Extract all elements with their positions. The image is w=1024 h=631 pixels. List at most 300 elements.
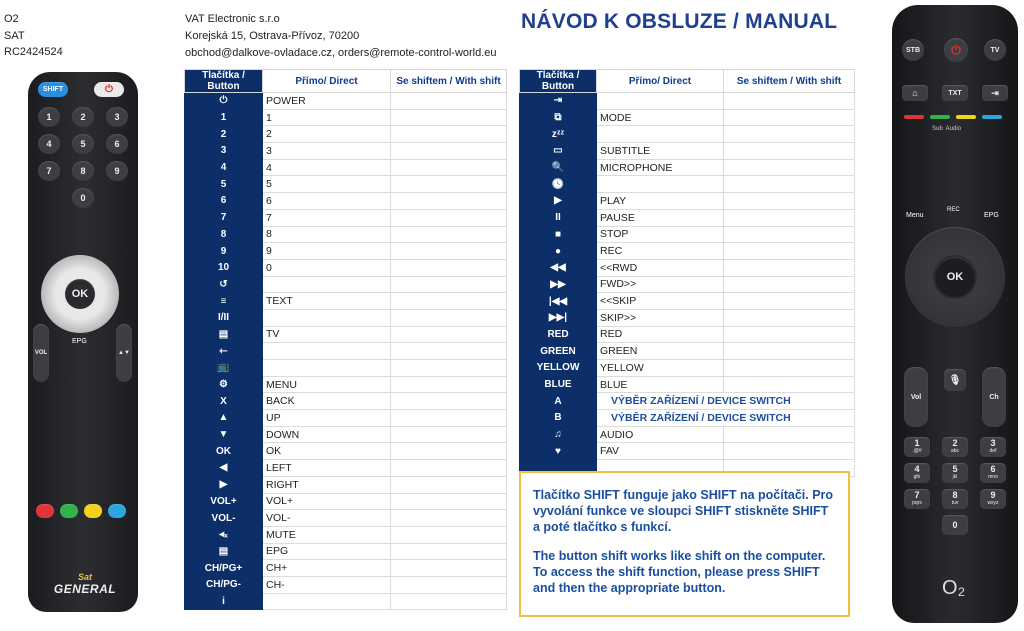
direct-function-cell: <<SKIP	[597, 293, 724, 310]
vol-rocker: Vol	[904, 367, 928, 427]
direct-function-cell: 1	[263, 109, 391, 126]
device-info	[4, 11, 63, 61]
shift-function-cell	[724, 360, 855, 377]
shift-function-cell	[724, 376, 855, 393]
direct-function-cell: VOL-	[263, 510, 391, 527]
button-key-cell: GREEN	[520, 343, 597, 360]
digit-key: 6	[106, 134, 128, 154]
color-key	[60, 504, 78, 518]
shift-function-cell	[724, 209, 855, 226]
button-key-cell: VOL+	[185, 493, 263, 510]
shift-function-cell	[391, 193, 507, 210]
direct-function-cell: CH+	[263, 560, 391, 577]
table-row	[185, 576, 507, 593]
table-row	[520, 176, 855, 193]
button-key-cell: A	[520, 393, 597, 410]
button-key-cell: 9	[185, 243, 263, 260]
shift-button: SHIFT	[38, 82, 68, 97]
epg-label: EPG	[984, 212, 999, 219]
button-key-cell: 6	[185, 193, 263, 210]
button-key-cell: YELLOW	[520, 360, 597, 377]
digit-key	[904, 489, 930, 509]
table-row	[185, 293, 507, 310]
direct-function-cell	[263, 276, 391, 293]
direct-function-cell	[263, 593, 391, 610]
input-button: ⇥	[982, 85, 1008, 101]
digit-key: 3	[106, 107, 128, 127]
button-key-cell: ▶▶	[520, 276, 597, 293]
brand-name: GENERAL	[53, 582, 117, 596]
table-row	[185, 443, 507, 460]
txt-button: TXT	[942, 85, 968, 101]
table-row	[185, 209, 507, 226]
digit-key: 4	[38, 134, 60, 154]
table-row	[520, 343, 855, 360]
shift-function-cell	[391, 410, 507, 427]
home-button: ⌂	[902, 85, 928, 101]
direct-function-cell: 3	[263, 143, 391, 160]
direct-function-cell: AUDIO	[597, 426, 724, 443]
remote-right-image	[892, 5, 1018, 623]
table-row	[520, 243, 855, 260]
direct-function-cell: 6	[263, 193, 391, 210]
digit-letters: pqrs	[912, 500, 922, 506]
button-key-cell: ▤	[185, 326, 263, 343]
direct-function-cell: FWD>>	[597, 276, 724, 293]
shift-function-cell	[724, 309, 855, 326]
table-row	[185, 309, 507, 326]
shift-function-cell	[391, 460, 507, 477]
direct-function-cell: VOL+	[263, 493, 391, 510]
button-key-cell: ↺	[185, 276, 263, 293]
menu-label: Menu	[906, 212, 924, 219]
table-row	[185, 476, 507, 493]
direct-function-cell: MUTE	[263, 526, 391, 543]
direct-function-cell: FAV	[597, 443, 724, 460]
table-row	[185, 376, 507, 393]
direct-function-cell: 2	[263, 126, 391, 143]
button-key-cell: i	[185, 593, 263, 610]
digit-key: 0	[72, 188, 94, 208]
direct-function-cell: OK	[263, 443, 391, 460]
button-map-table-right	[519, 69, 855, 477]
shift-function-cell	[724, 326, 855, 343]
shift-function-cell	[391, 176, 507, 193]
digit-key: 5	[72, 134, 94, 154]
table-row	[185, 226, 507, 243]
brand-logo: O₂	[942, 577, 966, 599]
button-key-cell: ▭	[520, 143, 597, 160]
shift-function-cell	[724, 426, 855, 443]
button-key-cell: X	[185, 393, 263, 410]
table-row	[185, 526, 507, 543]
shift-function-cell	[724, 226, 855, 243]
shift-function-cell	[391, 426, 507, 443]
direct-function-cell: PAUSE	[597, 209, 724, 226]
shift-function-cell	[391, 493, 507, 510]
model-label: RC2424524	[4, 46, 63, 58]
direct-function-cell: MICROPHONE	[597, 159, 724, 176]
shift-function-cell	[391, 476, 507, 493]
ch-rocker: ▲▼	[116, 324, 132, 382]
shift-function-cell	[724, 193, 855, 210]
direct-function-cell: 0	[263, 259, 391, 276]
shift-function-cell	[724, 276, 855, 293]
table-row	[185, 410, 507, 427]
button-key-cell: ▼	[185, 426, 263, 443]
button-map-table-left	[184, 69, 507, 610]
button-key-cell: ●	[520, 243, 597, 260]
button-key-cell: |◀◀	[520, 293, 597, 310]
header-direct: Přímo/ Direct	[263, 70, 391, 93]
table-row	[185, 159, 507, 176]
table-row	[520, 159, 855, 176]
ch-rocker: Ch	[982, 367, 1006, 427]
button-key-cell: ▤	[185, 543, 263, 560]
table-row	[185, 109, 507, 126]
color-key	[36, 504, 54, 518]
stb-button: STB	[902, 39, 924, 61]
button-key-cell: ⧉	[520, 109, 597, 126]
table-row	[185, 510, 507, 527]
button-key-cell: ◀	[185, 460, 263, 477]
rec-label: REC	[947, 207, 960, 213]
table-row	[185, 593, 507, 610]
digit-key	[980, 437, 1006, 457]
digit-key	[942, 463, 968, 483]
digit-key: 8	[72, 161, 94, 181]
button-key-cell: 1	[185, 109, 263, 126]
shift-function-cell	[391, 226, 507, 243]
direct-function-cell	[263, 360, 391, 377]
button-key-cell: ≡	[185, 293, 263, 310]
direct-function-cell: 9	[263, 243, 391, 260]
direct-function-cell: SUBTITLE	[597, 143, 724, 160]
direct-function-cell	[597, 93, 724, 110]
direct-function-cell: 7	[263, 209, 391, 226]
direct-function-cell: PLAY	[597, 193, 724, 210]
table-row	[185, 176, 507, 193]
shift-function-cell	[391, 159, 507, 176]
digit-letters: wxyz	[987, 500, 999, 506]
shift-function-cell	[724, 259, 855, 276]
table-row	[520, 109, 855, 126]
digit-key: 7	[38, 161, 60, 181]
table-row	[520, 309, 855, 326]
vol-rocker: VOL	[33, 324, 49, 382]
color-key	[956, 115, 976, 119]
digit-letters: ghi	[913, 474, 921, 480]
table-row	[185, 276, 507, 293]
table-row	[520, 226, 855, 243]
shift-function-cell	[391, 209, 507, 226]
direct-function-cell: DOWN	[263, 426, 391, 443]
header-button: Tlačítka / Button	[520, 70, 597, 93]
direct-function-cell: LEFT	[263, 460, 391, 477]
digit-number: 6	[990, 464, 996, 474]
digit-number: 1	[914, 438, 920, 448]
direct-function-cell: BLUE	[597, 376, 724, 393]
digit-key: 2	[72, 107, 94, 127]
button-key-cell: CH/PG-	[185, 576, 263, 593]
digit-number: 4	[914, 464, 920, 474]
shift-function-cell	[391, 443, 507, 460]
button-key-cell: 10	[185, 259, 263, 276]
table-row	[520, 426, 855, 443]
button-key-cell: 7	[185, 209, 263, 226]
digit-number: 7	[914, 490, 920, 500]
button-key-cell: ◂ₓ	[185, 526, 263, 543]
power-button: ⏻	[944, 38, 968, 62]
table-row	[520, 393, 855, 410]
digit-letters: tuv	[951, 500, 959, 506]
table-row	[520, 443, 855, 460]
direct-function-cell	[263, 343, 391, 360]
direct-function-cell: REC	[597, 243, 724, 260]
direct-function-cell: VÝBĚR ZAŘÍZENÍ / DEVICE SWITCH	[597, 410, 855, 427]
shift-function-cell	[391, 526, 507, 543]
direct-function-cell: 8	[263, 226, 391, 243]
power-button: ⏻	[94, 82, 124, 97]
shift-function-cell	[391, 126, 507, 143]
digit-letters: jkl	[952, 474, 958, 480]
page-title: NÁVOD K OBSLUZE / MANUAL	[521, 10, 838, 33]
shift-function-cell	[724, 176, 855, 193]
table-row	[520, 360, 855, 377]
ok-button: OK	[935, 257, 975, 297]
shift-function-cell	[391, 143, 507, 160]
table-row	[185, 193, 507, 210]
button-key-cell: ▲	[185, 410, 263, 427]
digit-letters: def	[989, 448, 997, 454]
button-key-cell: 3	[185, 143, 263, 160]
company-emails: obchod@dalkove-ovladace.cz, orders@remote-control-world.eu	[185, 47, 497, 59]
ok-button: OK	[65, 279, 95, 309]
shift-function-cell	[391, 576, 507, 593]
digit-letters: .@#	[912, 448, 922, 454]
shift-function-cell	[391, 309, 507, 326]
digit-key: 0	[942, 515, 968, 535]
shift-function-cell	[724, 159, 855, 176]
note-czech: Tlačítko SHIFT funguje jako SHIFT na počítači. Pro vyvolání funkce ve sloupci SHIFT stiskněte SHIFT a poté tlačítko s funkcí.	[533, 488, 834, 534]
direct-function-cell	[597, 126, 724, 143]
button-key-cell: CH/PG+	[185, 560, 263, 577]
table-row	[520, 376, 855, 393]
header-shift: Se shiftem / With shift	[391, 70, 507, 93]
button-key-cell: ⚙	[185, 376, 263, 393]
color-key	[84, 504, 102, 518]
color-key	[930, 115, 950, 119]
table-row	[520, 259, 855, 276]
button-key-cell: ◀◀	[520, 259, 597, 276]
digit-number: 5	[952, 464, 958, 474]
digit-number: 9	[990, 490, 996, 500]
direct-function-cell: YELLOW	[597, 360, 724, 377]
shift-function-cell	[391, 93, 507, 110]
digit-key	[980, 463, 1006, 483]
table-row	[185, 126, 507, 143]
header-button: Tlačítka / Button	[185, 70, 263, 93]
shift-function-cell	[391, 326, 507, 343]
table-row	[185, 259, 507, 276]
digit-key	[904, 463, 930, 483]
direct-function-cell: STOP	[597, 226, 724, 243]
shift-function-cell	[391, 376, 507, 393]
direct-function-cell: TV	[263, 326, 391, 343]
brand-script: Sat	[77, 572, 92, 582]
shift-function-cell	[724, 109, 855, 126]
table-row	[185, 243, 507, 260]
table-row	[520, 143, 855, 160]
button-key-cell: RED	[520, 326, 597, 343]
company-address: Korejská 15, Ostrava-Přívoz, 70200	[185, 30, 360, 42]
shift-function-cell	[391, 593, 507, 610]
table-row	[185, 543, 507, 560]
operator-label: O2	[4, 13, 19, 25]
digit-key	[942, 489, 968, 509]
direct-function-cell: <<RWD	[597, 259, 724, 276]
table-row	[185, 360, 507, 377]
direct-function-cell: RIGHT	[263, 476, 391, 493]
digit-key	[980, 489, 1006, 509]
color-key	[108, 504, 126, 518]
shift-function-cell	[391, 343, 507, 360]
shift-function-cell	[391, 510, 507, 527]
direct-function-cell: GREEN	[597, 343, 724, 360]
shift-note	[519, 471, 850, 617]
direct-function-cell	[263, 309, 391, 326]
header-shift: Se shiftem / With shift	[724, 70, 855, 93]
device-type-label: SAT	[4, 29, 25, 42]
table-row	[185, 326, 507, 343]
button-key-cell: 4	[185, 159, 263, 176]
table-row	[185, 426, 507, 443]
shift-function-cell	[391, 259, 507, 276]
company-name: VAT Electronic s.r.o	[185, 13, 280, 25]
button-key-cell: 8	[185, 226, 263, 243]
digit-number: 3	[990, 438, 996, 448]
table-row	[520, 93, 855, 110]
button-key-cell: ■	[520, 226, 597, 243]
shift-function-cell	[724, 443, 855, 460]
shift-function-cell	[724, 243, 855, 260]
shift-function-cell	[391, 360, 507, 377]
table-row	[185, 93, 507, 110]
remote-left-image	[28, 72, 138, 612]
shift-function-cell	[724, 143, 855, 160]
direct-function-cell: CH-	[263, 576, 391, 593]
epg-label: EPG	[72, 338, 87, 345]
table-row	[185, 493, 507, 510]
table-row	[520, 410, 855, 427]
shift-function-cell	[391, 393, 507, 410]
direct-function-cell: TEXT	[263, 293, 391, 310]
shift-function-cell	[391, 293, 507, 310]
button-key-cell: ⇥	[520, 93, 597, 110]
table-row	[520, 326, 855, 343]
table-row	[520, 209, 855, 226]
color-key	[904, 115, 924, 119]
brand-logo	[43, 572, 127, 596]
digit-letters: abc	[950, 448, 960, 454]
table-row	[185, 143, 507, 160]
table-row	[520, 293, 855, 310]
button-key-cell: B	[520, 410, 597, 427]
table-row	[185, 393, 507, 410]
direct-function-cell: VÝBĚR ZAŘÍZENÍ / DEVICE SWITCH	[597, 393, 855, 410]
company-info	[185, 11, 497, 62]
button-key-cell: 5	[185, 176, 263, 193]
button-key-cell: 📺	[185, 360, 263, 377]
button-key-cell: ⏻	[185, 93, 263, 110]
digit-number: 8	[952, 490, 958, 500]
button-key-cell: 2	[185, 126, 263, 143]
direct-function-cell: 5	[263, 176, 391, 193]
button-key-cell: II	[520, 209, 597, 226]
direct-function-cell: SKIP>>	[597, 309, 724, 326]
button-key-cell: zᶻᶻ	[520, 126, 597, 143]
direct-function-cell: RED	[597, 326, 724, 343]
button-key-cell: ▶▶|	[520, 309, 597, 326]
button-key-cell: ♫	[520, 426, 597, 443]
button-key-cell: ⇽	[185, 343, 263, 360]
shift-function-cell	[724, 93, 855, 110]
digit-key	[904, 437, 930, 457]
table-row	[185, 460, 507, 477]
color-key	[982, 115, 1002, 119]
table-row	[520, 276, 855, 293]
direct-function-cell: MODE	[597, 109, 724, 126]
button-key-cell: ♥	[520, 443, 597, 460]
button-key-cell: ▶	[185, 476, 263, 493]
shift-function-cell	[391, 276, 507, 293]
button-key-cell: OK	[185, 443, 263, 460]
sub-audio-label: Sub Audio	[932, 126, 962, 132]
header-direct: Přímo/ Direct	[597, 70, 724, 93]
button-key-cell: 🔍	[520, 159, 597, 176]
direct-function-cell: UP	[263, 410, 391, 427]
shift-function-cell	[391, 560, 507, 577]
direct-function-cell: BACK	[263, 393, 391, 410]
shift-function-cell	[724, 293, 855, 310]
digit-key	[942, 437, 968, 457]
shift-function-cell	[391, 243, 507, 260]
table-row	[185, 560, 507, 577]
button-key-cell: ▶	[520, 193, 597, 210]
direct-function-cell: POWER	[263, 93, 391, 110]
shift-function-cell	[391, 543, 507, 560]
direct-function-cell	[597, 176, 724, 193]
mic-button: 🎙	[944, 369, 966, 391]
button-key-cell: VOL-	[185, 510, 263, 527]
direct-function-cell: 4	[263, 159, 391, 176]
note-english: The button shift works like shift on the computer. To access the shift function, please press SHIFT and then the appropriate button.	[533, 549, 826, 595]
tv-button: TV	[984, 39, 1006, 61]
button-key-cell: BLUE	[520, 376, 597, 393]
digit-number: 2	[952, 438, 958, 448]
direct-function-cell: MENU	[263, 376, 391, 393]
button-key-cell: 🕓	[520, 176, 597, 193]
digit-key: 9	[106, 161, 128, 181]
table-row	[520, 126, 855, 143]
shift-function-cell	[724, 343, 855, 360]
button-key-cell: I/II	[185, 309, 263, 326]
table-row	[185, 343, 507, 360]
shift-function-cell	[391, 109, 507, 126]
table-row	[520, 193, 855, 210]
shift-function-cell	[724, 126, 855, 143]
direct-function-cell: EPG	[263, 543, 391, 560]
